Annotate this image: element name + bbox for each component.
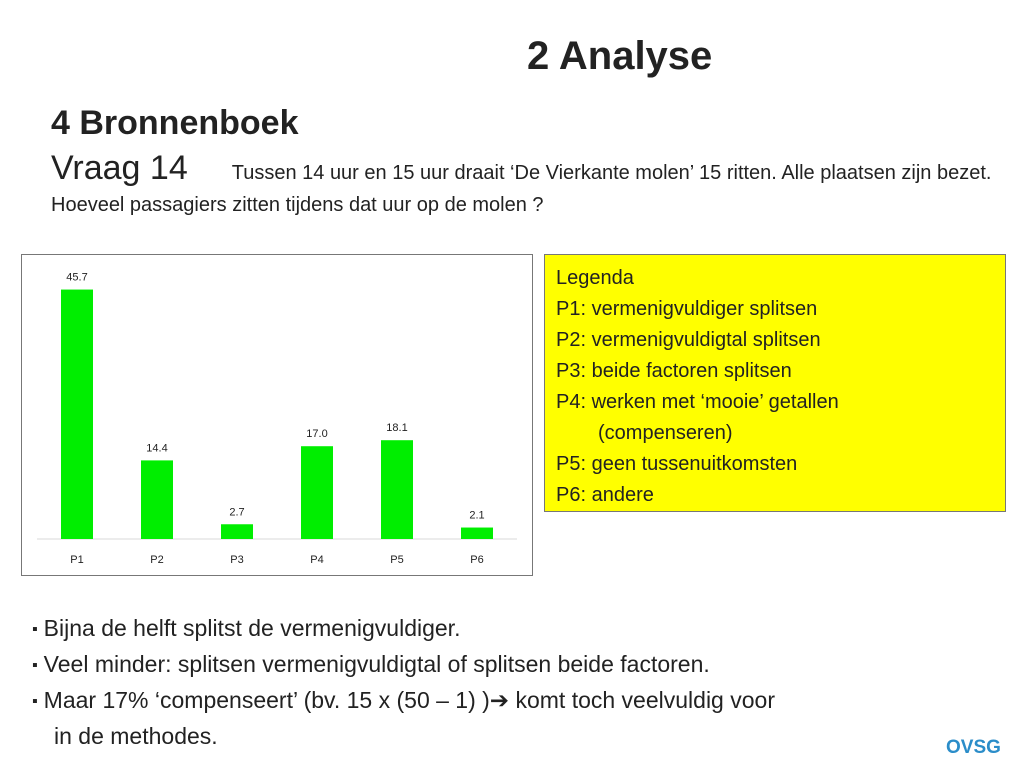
ovsg-logo: OVSG [946,737,1001,758]
data-label-p6: 2.1 [469,509,485,522]
slide-title: 2 Analyse [527,34,713,78]
legend-item-p2: P2: vermenigvuldigtal splitsen [556,329,821,351]
legend-item-p5: P5: geen tussenuitkomsten [556,453,798,475]
finding-item [32,683,775,719]
finding-item [32,647,775,683]
legend-item-p4: P4: werken met ‘mooie’ getallen [556,391,839,413]
bar-p4 [301,446,333,539]
x-tick-label-p2: P2 [150,554,164,566]
finding-item [32,611,775,647]
bullet-marker-icon: ▪ [32,657,38,674]
bar-p1 [61,290,93,539]
bar-chart [21,254,533,576]
legend-item-p4-continued: (compenseren) [598,422,733,444]
finding-text: Bijna de helft splitst de vermenigvuldiger. [43,615,461,641]
finding-item-continued [32,719,775,753]
data-label-p4: 17.0 [306,428,328,441]
bullet-marker-icon: ▪ [32,693,38,710]
data-label-p3: 2.7 [229,506,245,519]
x-tick-label-p5: P5 [390,554,404,566]
legend-item-p1: P1: vermenigvuldiger splitsen [556,298,818,320]
legend-item-p6: P6: andere [556,484,654,506]
data-label-p5: 18.1 [386,422,408,435]
x-tick-label-p1: P1 [70,554,84,566]
chart-svg [22,255,532,575]
slide-subtitle: 4 Bronnenboek [51,104,299,142]
finding-text: in de methodes. [54,723,218,749]
data-label-p1: 45.7 [66,271,88,284]
question-label: Vraag 14 [51,149,188,187]
bar-p2 [141,460,173,539]
legend-item-p3: P3: beide factoren splitsen [556,360,792,382]
finding-text: Maar 17% ‘compenseert’ (bv. 15 x (50 – 1) )➔ komt toch veelvuldig voor [43,687,775,713]
question-block [51,149,1011,221]
question-text: Tussen 14 uur en 15 uur draait ‘De Vierkante molen’ 15 ritten. Alle plaatsen zijn bezet. Hoeveel passagiers zitten tijdens dat uur op de molen ? [51,162,992,216]
data-label-p2: 14.4 [146,442,168,455]
x-tick-label-p4: P4 [310,554,324,566]
bar-p3 [221,524,253,539]
legend-box [544,254,1006,512]
x-tick-label-p3: P3 [230,554,244,566]
findings-list [32,611,775,753]
legend-heading: Legenda [556,267,634,289]
bar-p6 [461,528,493,539]
bullet-marker-icon: ▪ [32,621,38,638]
x-tick-label-p6: P6 [470,554,484,566]
bar-p5 [381,440,413,539]
finding-text: Veel minder: splitsen vermenigvuldigtal of splitsen beide factoren. [43,651,710,677]
